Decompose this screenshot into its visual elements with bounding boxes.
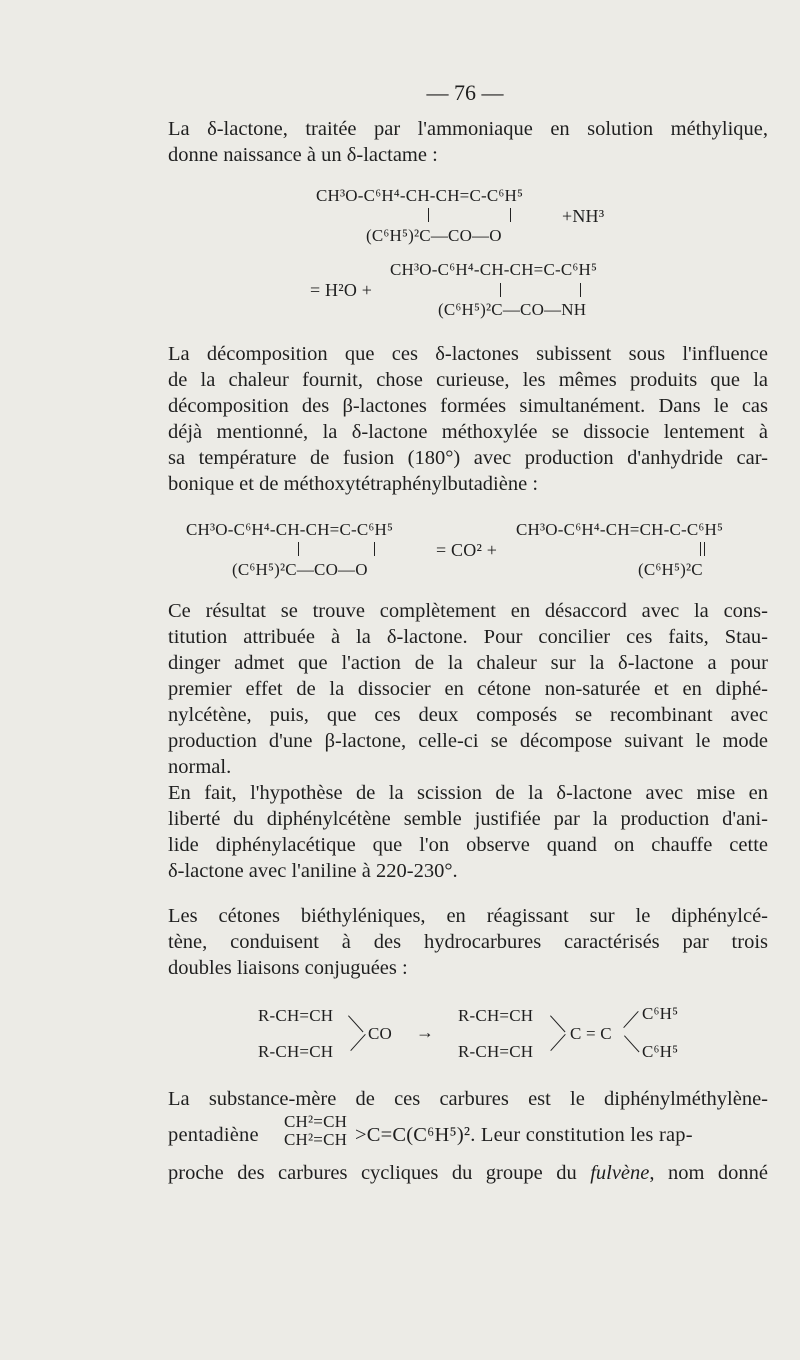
double-bond: [700, 542, 705, 556]
bond-line: [500, 283, 501, 297]
bond-line: [550, 1034, 565, 1051]
paragraph-4: [168, 780, 768, 884]
text-line: En fait, l'hypothèse de la scission de la δ-lactone avec mise en: [168, 782, 768, 804]
paragraph-1: [168, 116, 768, 168]
text-line: déjà mentionné, la δ-lactone méthoxylée se dissocie lentement à: [168, 421, 768, 443]
text-line: δ-lactone avec l'aniline à 220-230°.: [168, 860, 458, 882]
formula-3-middle: = CO² +: [436, 540, 498, 560]
formula-3-right-top: CH³O-C⁶H⁴-CH=CH-C-C⁶H⁵: [516, 520, 724, 539]
text-line: doubles liaisons conjuguées :: [168, 957, 408, 979]
page-number: — 76 —: [426, 80, 504, 105]
text-line: tène, conduisent à des hydrocarbures caractérisés par trois: [168, 931, 768, 953]
formula-2-top: CH³O-C⁶H⁴-CH-CH=C-C⁶H⁵: [390, 260, 598, 279]
paragraph-5: [168, 903, 768, 981]
text-line: titution attribuée à la δ-lactone. Pour concilier ces faits, Stau-: [168, 626, 768, 648]
bond-line: [580, 283, 581, 297]
bond-line: [298, 542, 299, 556]
formula-4-co: CO: [368, 1024, 393, 1043]
formula-4-ph1: C⁶H⁵: [642, 1004, 679, 1023]
text-run: , nom donné: [649, 1162, 769, 1184]
text-line: La décomposition que ces δ-lactones subissent sous l'influence: [168, 343, 768, 365]
bond-line: [510, 208, 511, 222]
formula-4-ph2: C⁶H⁵: [642, 1042, 679, 1061]
text-line: Les cétones biéthyléniques, en réagissant sur le diphénylcé-: [168, 905, 768, 927]
text-italic: fulvène: [590, 1162, 650, 1184]
text-line: [168, 1160, 768, 1186]
text-line: premier effet de la dissocier en cétone non-saturée et en diphé-: [168, 678, 768, 700]
paragraph-3: [168, 598, 768, 780]
formula-1-plus: +NH³: [562, 206, 605, 226]
paragraph-2: [168, 341, 768, 497]
inline-formula-top: CH²=CH: [284, 1112, 348, 1131]
text-line: bonique et de méthoxytétraphénylbutadiène :: [168, 473, 539, 495]
bond-line: [348, 1015, 363, 1032]
text-line: dinger admet que l'action de la chaleur sur la δ-lactone a pour: [168, 652, 768, 674]
text-line: liberté du diphénylcétène semble justifiée par la production d'ani-: [168, 808, 768, 830]
text-line: Ce résultat se trouve complètement en désaccord avec la cons-: [168, 600, 768, 622]
inline-formula-bottom: CH²=CH: [284, 1130, 348, 1149]
text-line: normal.: [168, 756, 232, 778]
bond-line: [623, 1011, 638, 1028]
formula-4-arrow: →: [416, 1022, 435, 1042]
formula-4-l1: R-CH=CH: [258, 1006, 334, 1025]
text-line: lide diphénylacétique que l'on observe quand on chauffe cette: [168, 834, 768, 856]
bond-line: [350, 1034, 365, 1051]
text-line: La substance-mère de ces carbures est le diphénylméthylène-: [168, 1088, 768, 1110]
bond-line: [550, 1015, 565, 1032]
formula-4-c-eq-c: C = C: [570, 1024, 612, 1043]
formula-3-left-bottom: (C⁶H⁵)²C—CO—O: [232, 560, 368, 579]
formula-1-top: CH³O-C⁶H⁴-CH-CH=C-C⁶H⁵: [316, 186, 524, 205]
text-run: proche des carbures cycliques du groupe du: [168, 1162, 591, 1184]
formula-4-r1: R-CH=CH: [458, 1006, 534, 1025]
bond-line: [624, 1035, 639, 1052]
paragraph-6: [168, 1086, 768, 1112]
formula-4-r2: R-CH=CH: [458, 1042, 534, 1061]
text-line: nylcétène, puis, que ces deux composés se recombinant avec: [168, 704, 768, 726]
formula-3-left-top: CH³O-C⁶H⁴-CH-CH=C-C⁶H⁵: [186, 520, 394, 539]
text-line: sa température de fusion (180°) avec production d'anhydride car-: [168, 447, 768, 469]
text-word: pentadiène: [168, 1124, 259, 1146]
inline-formula-tail: >C=C(C⁶H⁵)². Leur constitution les rap-: [355, 1124, 693, 1146]
text-line: donne naissance à un δ-lactame :: [168, 144, 438, 166]
text-line: La δ-lactone, traitée par l'ammoniaque en solution méthylique,: [168, 118, 768, 140]
formula-3-right-bottom: (C⁶H⁵)²C: [638, 560, 703, 579]
text-line: de la chaleur fournit, chose curieuse, les mêmes produits que la: [168, 369, 768, 391]
text-line: production d'une β-lactone, celle-ci se décompose suivant le mode: [168, 730, 768, 752]
text-line: décomposition des β-lactones formées simultanément. Dans le cas: [168, 395, 768, 417]
formula-1-bottom: (C⁶H⁵)²C—CO—O: [366, 226, 502, 245]
bond-line: [374, 542, 375, 556]
formula-2-bottom: (C⁶H⁵)²C—CO—NH: [438, 300, 587, 319]
bond-line: [428, 208, 429, 222]
formula-2-left: = H²O +: [310, 280, 373, 300]
formula-4-l2: R-CH=CH: [258, 1042, 334, 1061]
paragraph-6-last: [168, 1160, 768, 1186]
